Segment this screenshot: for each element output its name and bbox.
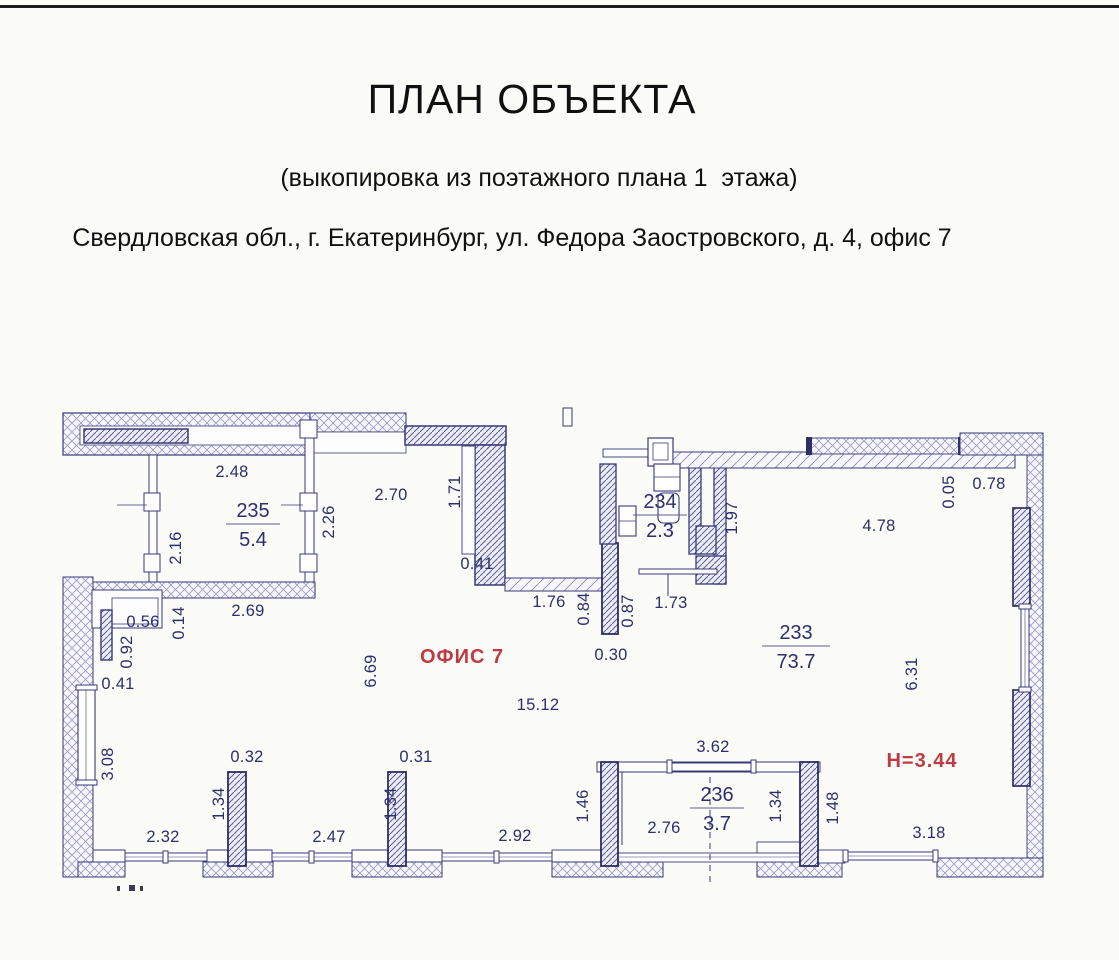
svg-text:5.4: 5.4 bbox=[239, 529, 267, 551]
dimension-label: 0.41 bbox=[460, 555, 494, 573]
dimension-label: 4.78 bbox=[862, 517, 896, 535]
dimension-label: 1.48 bbox=[824, 791, 842, 825]
dimension-label: 6.31 bbox=[903, 657, 921, 691]
dimension-label: 2.48 bbox=[215, 463, 249, 481]
room-label bbox=[226, 500, 280, 551]
svg-text:234: 234 bbox=[643, 491, 677, 513]
dimension-label: 3.62 bbox=[696, 738, 730, 756]
dimension-label: 2.32 bbox=[146, 828, 180, 846]
windows-layer bbox=[76, 604, 1031, 863]
scan-marks bbox=[117, 885, 143, 891]
dimension-label: 2.47 bbox=[312, 828, 346, 846]
dimension-label: 2.92 bbox=[498, 827, 532, 845]
svg-text:233: 233 bbox=[779, 622, 813, 644]
dimension-label: 0.84 bbox=[575, 592, 593, 626]
dimension-label: 0.78 bbox=[972, 475, 1006, 493]
dimension-label: 0.31 bbox=[399, 748, 433, 766]
dimension-label: 1.34 bbox=[767, 789, 785, 823]
dimension-label: 0.14 bbox=[170, 606, 188, 640]
dimension-label: 3.08 bbox=[99, 747, 117, 781]
dimension-label: 1.34 bbox=[382, 787, 400, 821]
svg-text:73.7: 73.7 bbox=[776, 651, 816, 673]
dimension-label: 0.32 bbox=[230, 748, 264, 766]
office-label: ОФИС 7 bbox=[419, 646, 505, 668]
dimension-label: 1.73 bbox=[654, 594, 688, 612]
dimension-label: 0.30 bbox=[594, 646, 628, 664]
dimension-label: 2.26 bbox=[320, 505, 338, 539]
rooms-layer bbox=[226, 491, 830, 835]
document-subtitle: (выкопировка из поэтажного плана 1 этажа) bbox=[280, 164, 798, 192]
dimension-label: 2.76 bbox=[647, 819, 681, 837]
svg-text:235: 235 bbox=[236, 500, 270, 522]
dimension-label: 0.87 bbox=[619, 594, 637, 628]
dimension-label: 15.12 bbox=[516, 696, 560, 714]
room-label bbox=[690, 784, 744, 835]
address-line: Свердловская обл., г. Екатеринбург, ул. Федора Заостровского, д. 4, офис 7 bbox=[72, 224, 952, 252]
dimension-label: 2.16 bbox=[167, 531, 185, 565]
room-label bbox=[762, 622, 830, 673]
dimension-label: 6.69 bbox=[362, 654, 380, 688]
dimension-label: 2.70 bbox=[374, 486, 408, 504]
dimension-label: 0.41 bbox=[101, 675, 135, 693]
svg-text:2.3: 2.3 bbox=[646, 520, 674, 542]
dimension-label: 1.34 bbox=[210, 787, 228, 821]
dimension-label: 1.76 bbox=[532, 593, 566, 611]
ceiling-height-label: Н=3.44 bbox=[886, 750, 958, 772]
document-title: ПЛАН ОБЪЕКТА bbox=[367, 76, 697, 122]
dimension-label: 2.69 bbox=[231, 602, 265, 620]
svg-text:236: 236 bbox=[700, 784, 734, 806]
dimension-label: 1.97 bbox=[723, 501, 741, 535]
dimension-label: 1.71 bbox=[446, 475, 464, 509]
svg-text:3.7: 3.7 bbox=[703, 813, 731, 835]
dimension-label: 0.92 bbox=[118, 635, 136, 669]
dimension-label: 3.18 bbox=[912, 824, 946, 842]
dimension-label: 0.05 bbox=[940, 475, 958, 509]
dimension-label: 0.56 bbox=[126, 613, 160, 631]
dimension-label: 1.46 bbox=[574, 789, 592, 823]
